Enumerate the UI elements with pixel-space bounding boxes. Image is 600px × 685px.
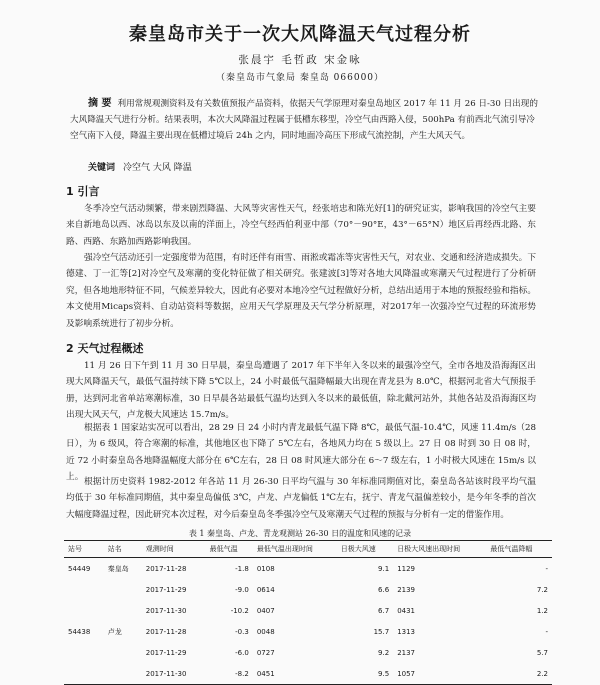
table-cell: 6.6	[378, 585, 390, 594]
column-header: 日极大风速	[337, 541, 393, 558]
table-cell: -6.0	[235, 648, 249, 657]
table-cell: -0.3	[235, 627, 249, 636]
paragraph: 根据计历史资料 1982-2012 年各站 11 月 26-30 日平均气温与 30 年标准同期值对比，秦皇岛各站该时段平均气温均低于 30 年标准同期值，其中秦皇岛偏低 3℃，卢龙、卢龙偏低 1℃左右，抚宁、青龙气温偏差较小，是今年冬季的首次大幅度降温过程，因此研究本次过程，对今后秦皇岛冬季强冷空气及寒潮天气过程的预报与分析有一定的借鉴作用。	[66, 477, 536, 520]
table-cell: 秦皇岛	[107, 564, 129, 573]
table-cell: 2017-11-30	[145, 606, 187, 615]
column-header: 观测时间	[142, 541, 206, 558]
table-cell: 54449	[68, 564, 91, 573]
table-cell: 卢龙	[107, 627, 122, 636]
keywords-text: 冷空气 大风 降温	[123, 163, 192, 173]
table-cell: 15.7	[373, 627, 390, 636]
table-cell: 54438	[68, 627, 91, 636]
table-cell: -	[545, 564, 548, 573]
column-header: 最低气温出现时间	[253, 541, 337, 558]
table-cell: 0048	[256, 627, 275, 636]
table-cell: 9.2	[378, 648, 390, 657]
table-cell: -	[545, 627, 548, 636]
table-row	[64, 579, 552, 600]
column-header: 日极大风速出现时间	[393, 541, 486, 558]
table-cell: 0108	[256, 564, 275, 573]
author-list: 张晨宇 毛哲政 宋金咏	[238, 54, 362, 66]
table-cell: -1.8	[235, 564, 249, 573]
table-cell: 9.5	[337, 663, 393, 685]
table-cell: 0451	[253, 663, 337, 685]
paper-title: 秦皇岛市关于一次大风降温天气过程分析	[129, 24, 471, 45]
table-cell	[64, 600, 104, 621]
table-cell: 2017-11-30	[142, 663, 206, 685]
paragraph: 11 月 26 日下午到 11 月 30 日早晨，秦皇岛遭遇了 2017 年下半年入冬以来的最强冷空气，全市各地及沿海海区出现大风降温天气，最低气温持续下降 5℃以上，24 小时最低气温降幅最大出现在青龙县为 8.0℃，根据河北省大气预报手册，达到河北省单站寒潮标准，30 日早晨各站最低气温均达到入冬以来的最低值，除北戴河站外，其他各站及沿海海区均出现大风天气，卢龙极大风速达 15.7m/s。	[66, 361, 536, 421]
section-heading-intro: 1 引言	[66, 185, 100, 198]
paragraph: 冬季冷空气活动频繁，带来剧烈降温、大风等灾害性天气，经张培忠和陈光好[1]的研究证实，影响我国的冷空气主要来自新地岛以西、冰岛以东及以南的洋面上，冷空气经西伯利亚中部（70°－90°E，43°－65°N）地区后再经西北路、东路、西路、东路加西路影响我国。	[66, 204, 536, 247]
table-cell: 0407	[256, 606, 275, 615]
table-cell: 2017-11-29	[145, 648, 187, 657]
table-cell: 0431	[397, 606, 416, 615]
column-header: 站名	[104, 541, 142, 558]
table-row	[64, 642, 552, 663]
table-cell: 2139	[397, 585, 416, 594]
table-cell	[64, 579, 104, 600]
table-cell	[104, 642, 142, 663]
table-cell: -8.2	[206, 663, 253, 685]
table-cell: 2137	[397, 648, 416, 657]
paragraph: 强冷空气活动还引一定强度带为范围，有时还伴有雨雪、雨淞或霜冻等灾害性天气，对农业、交通和经济造成损失。下德建、丁一汇等[2]对冷空气及寒潮的变化特征做了相关研究。张建波[3]等对各地大风降温或寒潮天气过程进行了分析研究，但各地地形特征不同，气候差异较大，因此有必要对本地冷空气过程做好分析，总结出适用于本地的预报经验和指标。本文使用Micaps资料、自动站资料等数据，应用天气学原理及天气学分析原理，对2017年一次强冷空气过程的环流形势及影响系统进行了初步分析。	[66, 253, 536, 329]
abstract-label: 摘 要	[88, 98, 112, 109]
table-cell: 7.2	[536, 585, 548, 594]
abstract-text: 利用常规观测资料及有关数值预报产品资料，依据天气学原理对秦皇岛地区 2017 年 11 月 26 日-30 日出现的大风降温天气进行分析。结果表明，本次大风降温过程属于低槽东移型，冷空气由西路入侵，500hPa 有前西北气流引导冷空气南下入侵，降温主要出现在低槽过境后 24h 之内，同时地面冷高压下形成气流控制，产生大风天气。	[70, 99, 538, 141]
table-cell	[104, 579, 142, 600]
table-cell: 1313	[397, 627, 416, 636]
table-row	[64, 600, 552, 621]
table-cell: 9.1	[378, 564, 390, 573]
table-cell: 2017-11-28	[145, 564, 187, 573]
section-heading-overview: 2 天气过程概述	[66, 342, 144, 355]
table-cell: 1129	[397, 564, 416, 573]
table-cell: 2.2	[486, 663, 552, 685]
table-cell: 5.7	[536, 648, 548, 657]
column-header: 站号	[64, 541, 104, 558]
table-cell: 2017-11-29	[145, 585, 187, 594]
table-cell: 2017-11-28	[145, 627, 187, 636]
column-header: 最低气温降幅	[486, 541, 552, 558]
table-cell: -10.2	[230, 606, 249, 615]
table-row	[64, 558, 552, 580]
abstract	[70, 96, 540, 144]
column-header: 最低气温	[206, 541, 253, 558]
table-caption: 表 1 秦皇岛、卢龙、青龙观测站 26-30 日的温度和风速的记录	[188, 529, 412, 538]
keywords-label: 关键词	[88, 163, 116, 173]
table-cell: -9.0	[235, 585, 249, 594]
table-cell: 1.2	[536, 606, 548, 615]
table-cell: 6.7	[378, 606, 390, 615]
table-cell	[104, 663, 142, 685]
table-header-row	[64, 541, 552, 558]
affiliation: （秦皇岛市气象局 秦皇岛 066000）	[215, 73, 385, 83]
table-cell	[104, 600, 142, 621]
paragraph: 根据表 1 国家站实况可以看出，28 29 日 24 小时内青龙最低气温下降 8℃，最低气温-10.4℃，风速 11.4m/s（28 日），为 6 级风，符合寒潮的标准，其他地区也下降了 5℃左右，各地风力均在 5 级以上。27 日 08 时到 30 日 08 时，近 72 小时秦皇岛各地降温幅度大部分在 6℃左右，28 日 08 时风速大部分在 6～7 级左右，1 小时极大风速在 15m/s 以上。	[66, 423, 536, 483]
table-cell: 0614	[256, 585, 275, 594]
table-cell: 0727	[256, 648, 275, 657]
table-cell: 1057	[393, 663, 486, 685]
table-row	[64, 663, 552, 685]
keywords	[88, 160, 528, 173]
table-row	[64, 621, 552, 642]
table-cell	[64, 663, 104, 685]
table-cell	[64, 642, 104, 663]
data-table	[64, 540, 552, 685]
